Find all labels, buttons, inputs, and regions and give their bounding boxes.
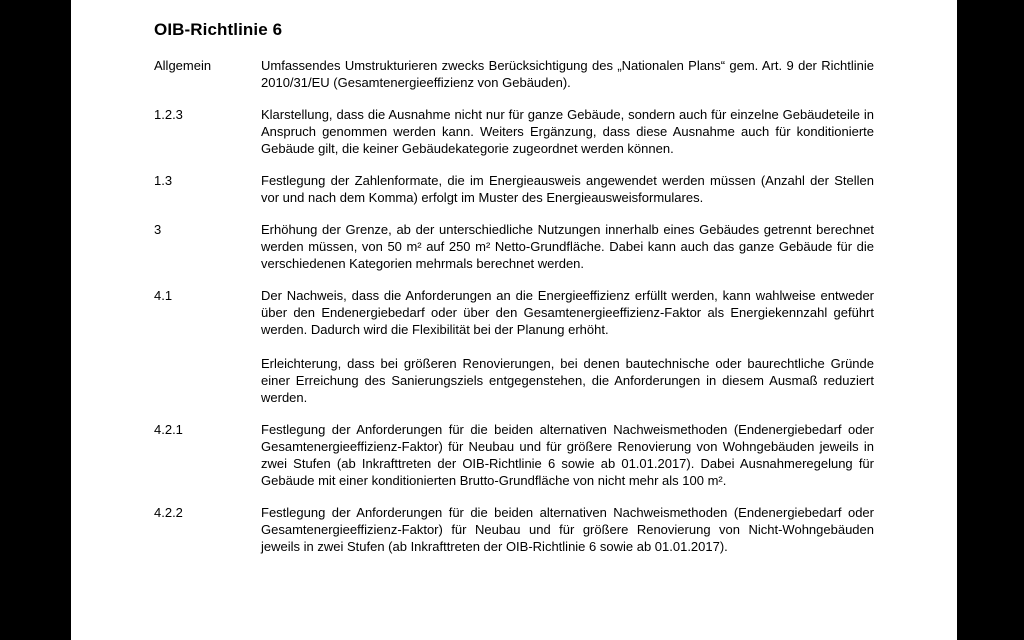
entry-body (261, 504, 874, 555)
entry-key: 4.1 (154, 288, 173, 303)
entry-3 (154, 221, 874, 272)
entry-4-1 (154, 287, 874, 406)
entry-key: 3 (154, 222, 162, 237)
entry-paragraph: Festlegung der Anforderungen für die beiden alternativen Nachweismethoden (Endenergiebedarf oder Gesamtenergieeffizienz-Faktor) für Neubau und für größere Renovierung von Nicht-Wohngebäuden jeweils in zwei Stufen (ab Inkrafttreten der OIB-Richtlinie 6 sowie ab 01.01.2017). (261, 505, 874, 554)
entry-paragraph: Erhöhung der Grenze, ab der unterschiedliche Nutzungen innerhalb eines Gebäudes getrennt berechnet werden müssen, von 50 m² auf 250 m² Netto-Grundfläche. Dabei kann auch das ganze Gebäude für die verschiedenen Kategorien mehrmals berechnet werden. (261, 222, 874, 271)
entry-paragraph: Erleichterung, dass bei größeren Renovierungen, bei denen bautechnische oder baurechtliche Gründe einer Erreichung des Sanierungsziels entgegenstehen, die Anforderungen in diesem Ausmaß reduziert werden. (261, 356, 874, 405)
entry-paragraph: Festlegung der Zahlenformate, die im Energieausweis angewendet werden müssen (Anzahl der Stellen vor und nach dem Komma) erfolgt im Muster des Energieausweisformulares. (261, 173, 874, 205)
entry-allgemein (154, 57, 874, 91)
entry-key: 1.2.3 (154, 107, 183, 122)
entry-4-2-2 (154, 504, 874, 555)
entry-key: 4.2.1 (154, 422, 183, 437)
document-page (71, 0, 957, 640)
entry-paragraph: Klarstellung, dass die Ausnahme nicht nur für ganze Gebäude, sondern auch für einzelne Gebäudeteile in Anspruch genommen werden kann. Weiters Ergänzung, dass diese Ausnahme auch für konditionierte Gebäude gilt, die keiner Gebäudekategorie zugeordnet werden können. (261, 107, 874, 156)
entry-paragraph: Der Nachweis, dass die Anforderungen an die Energieeffizienz erfüllt werden, kann wahlweise entweder über den Endenergiebedarf oder über den Gesamtenergieeffizienz-Faktor als Energiekennzahl geführt werden. Dadurch wird die Flexibilität bei der Planung erhöht. (261, 288, 874, 337)
entry-key: 4.2.2 (154, 505, 183, 520)
entry-body (261, 221, 874, 272)
entry-1-2-3 (154, 106, 874, 157)
entry-paragraph: Festlegung der Anforderungen für die beiden alternativen Nachweismethoden (Endenergiebedarf oder Gesamtenergieeffizienz-Faktor) für Neubau und für größere Renovierung von Wohngebäuden jeweils in zwei Stufen (ab Inkrafttreten der OIB-Richtlinie 6 sowie ab 01.01.2017). Dabei Ausnahmeregelung für Gebäude mit einer konditionierten Brutto-Grundfläche von nicht mehr als 100 m². (261, 422, 874, 488)
entry-body (261, 421, 874, 489)
entry-body (261, 106, 874, 157)
entries-list (154, 57, 874, 555)
entry-key: Allgemein (154, 58, 212, 73)
entry-paragraph: Umfassendes Umstrukturieren zwecks Berücksichtigung des „Nationalen Plans“ gem. Art. 9 der Richtlinie 2010/31/EU (Gesamtenergieeffizienz von Gebäuden). (261, 58, 874, 90)
entry-key: 1.3 (154, 173, 173, 188)
document-title: OIB-Richtlinie 6 (154, 20, 283, 39)
entry-body (261, 57, 874, 91)
entry-body (261, 172, 874, 206)
entry-1-3 (154, 172, 874, 206)
entry-body (261, 287, 874, 406)
entry-4-2-1 (154, 421, 874, 489)
